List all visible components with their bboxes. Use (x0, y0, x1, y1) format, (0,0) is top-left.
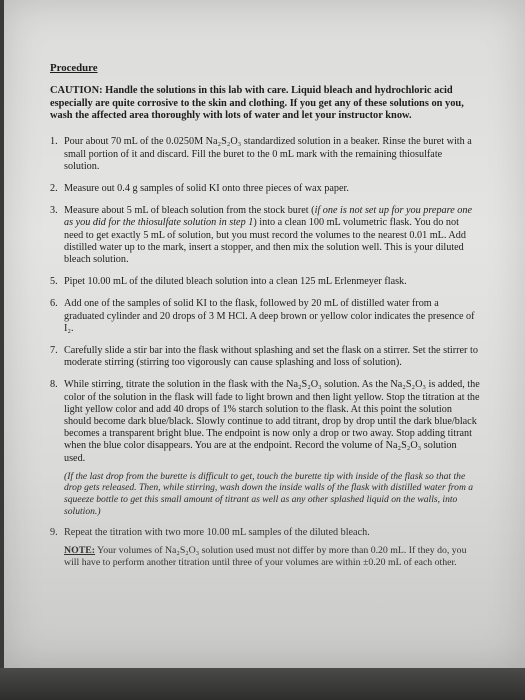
step-text: Pour about 70 mL of the 0.0250M Na₂S₂O₃ standardized solution in a beaker. Rinse the buret with a small portion of it and discard. Fill the buret to the 0 mL mark with the remaining thiosulfate solution. (64, 136, 472, 172)
step-number: 3. (50, 205, 58, 217)
step-text-italic: if one is not set up for you prepare one as you did for the thiosulfate solution in step 1 (64, 205, 472, 229)
step-number: 1. (50, 136, 58, 148)
step-9 (50, 527, 480, 539)
step-3 (50, 205, 480, 266)
procedure-content (50, 62, 480, 569)
step-number: 9. (50, 527, 58, 539)
note-text: Your volumes of Na₂S₂O₃ solution used must not differ by more than 0.20 mL. If they do, you will have to perform another titration until three of your volumes are within ±0.20 mL of each other. (64, 545, 467, 569)
step-text: Measure out 0.4 g samples of solid KI onto three pieces of wax paper. (64, 183, 349, 195)
step-text: Pipet 10.00 mL of the diluted bleach solution into a clean 125 mL Erlenmeyer flask. (64, 276, 407, 288)
step-text-part: Measure about 5 mL of bleach solution from the stock buret ( (64, 205, 315, 217)
caution-paragraph: CAUTION: Handle the solutions in this lab with care. Liquid bleach and hydrochloric acid especially are quite corrosive to the skin and clothing. If you get any of these solutions on you, wash the affected area thoroughly with lots of water and let your instructor know. (50, 85, 464, 122)
step-5 (50, 276, 480, 288)
step-number: 7. (50, 345, 58, 357)
step-text (64, 205, 480, 266)
italic-note: (If the last drop from the burette is difficult to get, touch the burette tip with inside of the flask so that the drop gets released. Then, while stirring, wash down the inside walls of the flask with distilled water from a squeeze bottle to get this small amount of titrant as well as any other splashed liquid on the walls, into solution.) (64, 470, 474, 517)
step-2 (50, 183, 480, 195)
step-7 (50, 345, 480, 369)
step-number: 5. (50, 276, 58, 288)
procedure-heading: Procedure (50, 62, 98, 74)
step-number: 8. (50, 379, 58, 391)
note-label: NOTE: (64, 545, 96, 557)
step-text: Add one of the samples of solid KI to the flask, followed by 20 mL of distilled water from a graduated cylinder and 20 drops of 3 M HCl. A deep brown or yellow color indicates the presence of I₂. (64, 298, 475, 334)
note-block (64, 545, 480, 568)
document-page (4, 0, 525, 668)
step-number: 2. (50, 183, 58, 195)
step-8 (50, 379, 480, 464)
steps-list (50, 136, 480, 464)
step-text: Carefully slide a stir bar into the flask without splashing and set the flask on a stirrer. Set the stirrer to moderate stirring (stirring too vigorously can cause splashing and loss of solution). (64, 345, 478, 369)
step-text-part: ) into a clean 100 mL volumetric flask. You do not need to get exactly 5 mL of solution, but you must record the volumes to the nearest 0.01 mL. Add distilled water up to the mark, insert a stopper, and then mix the solution well. This is your diluted bleach solution. (64, 217, 466, 266)
step-6 (50, 298, 480, 335)
background-edge (0, 668, 525, 700)
step-text: Repeat the titration with two more 10.00 mL samples of the diluted bleach. (64, 527, 370, 539)
step-text: While stirring, titrate the solution in the flask with the Na₂S₂O₃ solution. As the Na₂S₂O₃ is added, the color of the solution in the flask will fade to light brown and then light yellow. Stop the titration at the light yellow color and add 40 drops of 1% starch solution to the flask. At this point the solution should become dark blue/black. Slowly continue to add titrant, drop by drop until the dark blue/black becomes a transparent bright blue. The endpoint is now only a drop or two away. Stop adding titrant when the blue color disappears. You are at the endpoint. Record the volume of Na₂S₂O₃ solution used. (64, 379, 480, 464)
step-number: 6. (50, 298, 58, 310)
step-1 (50, 136, 480, 173)
